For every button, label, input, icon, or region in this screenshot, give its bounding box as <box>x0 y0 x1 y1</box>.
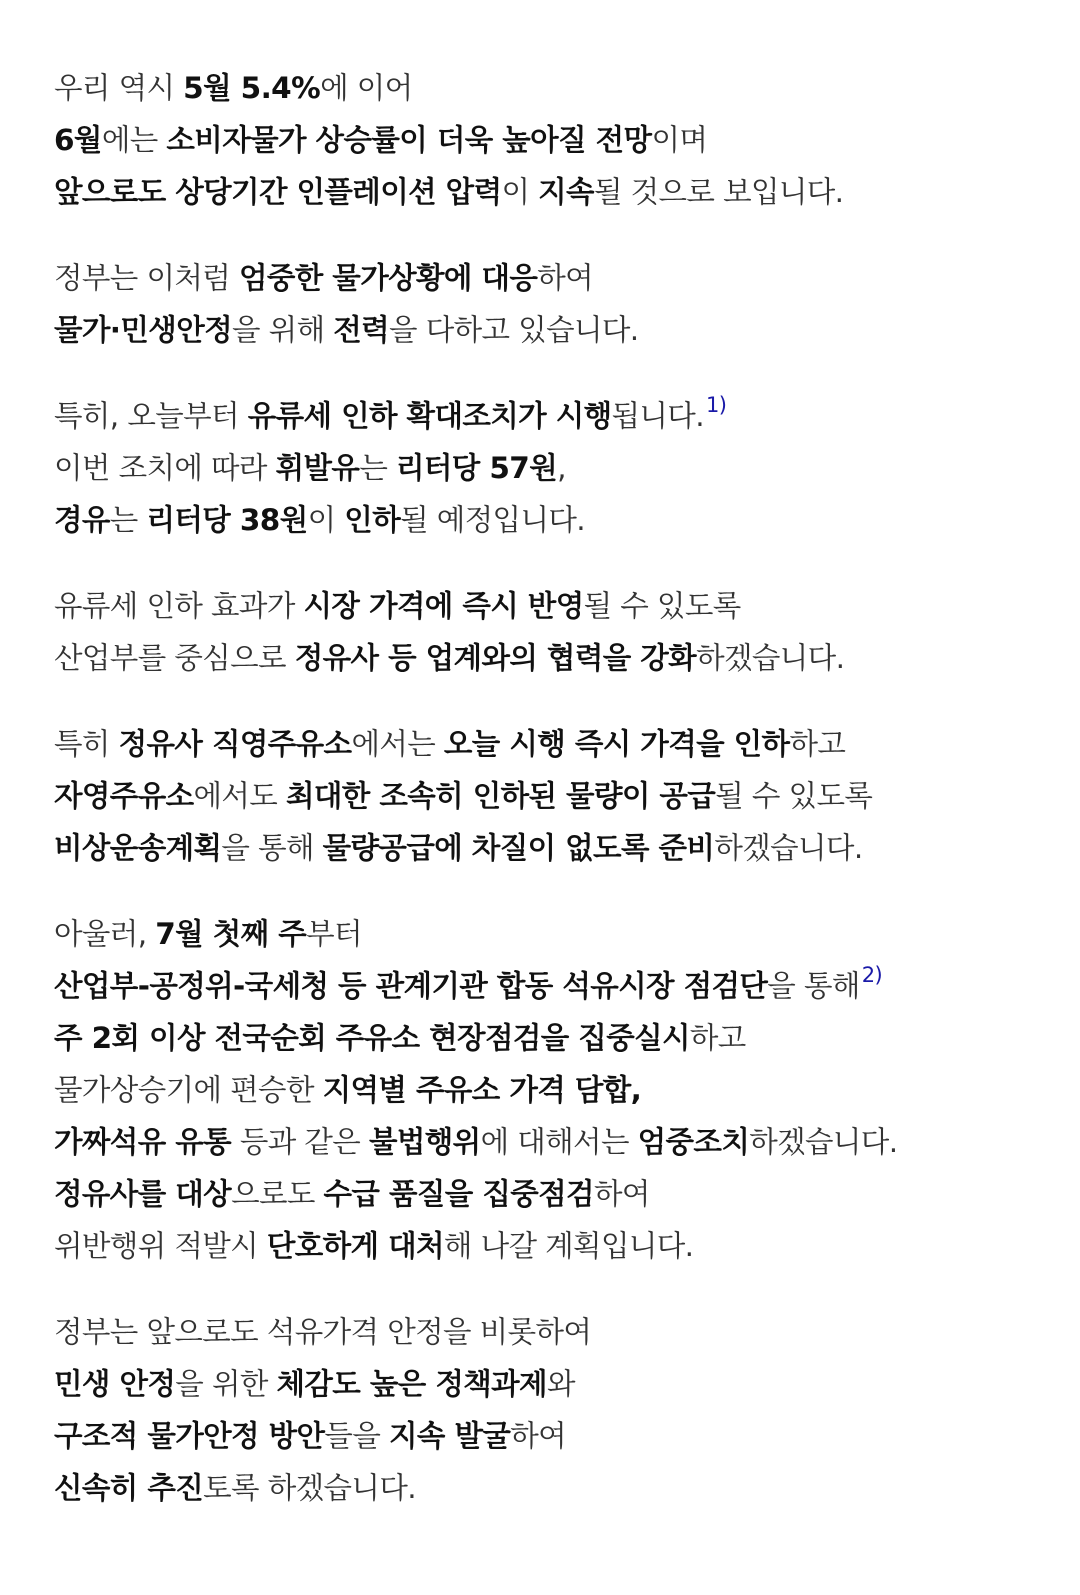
text-line <box>54 580 1054 632</box>
emphasized-text: 지역별 주유소 가격 담합, <box>322 1073 642 1107</box>
body-text: 을 위해 <box>232 313 334 347</box>
emphasized-text: 유류세 인하 확대조치가 시행 <box>247 399 612 433</box>
body-text: 하고 <box>789 727 846 761</box>
body-text: 산업부를 중심으로 <box>54 641 295 675</box>
text-line <box>54 1306 1054 1358</box>
text-line <box>54 1116 1054 1168</box>
emphasized-text: 지속 발굴 <box>389 1419 511 1453</box>
body-text: 될 예정입니다. <box>400 503 586 537</box>
body-text: 하겠습니다. <box>749 1125 898 1159</box>
text-line <box>54 304 1054 356</box>
paragraph <box>54 252 1054 356</box>
emphasized-text: 자영주유소 <box>54 779 194 813</box>
body-text: 특히, 오늘부터 <box>54 399 248 433</box>
body-text: 을 다하고 있습니다. <box>389 313 639 347</box>
text-line <box>54 822 1054 874</box>
emphasized-text: 물가·민생안정 <box>54 313 232 347</box>
body-text: 될 수 있도록 <box>715 779 873 813</box>
text-line <box>54 1462 1054 1514</box>
emphasized-text: 인하 <box>344 503 401 537</box>
footnote-marker: 1) <box>705 393 727 417</box>
emphasized-text: 정유사 직영주유소 <box>118 727 352 761</box>
emphasized-text: 엄중조치 <box>637 1125 750 1159</box>
body-text: 부터 <box>306 917 362 951</box>
emphasized-text: 6월 <box>54 123 102 157</box>
emphasized-text: 산업부-공정위-국세청 등 관계기관 합동 석유시장 점검단 <box>54 969 768 1003</box>
body-text: 될 수 있도록 <box>583 589 741 623</box>
body-text: 될 것으로 보입니다. <box>593 175 844 209</box>
emphasized-text: 5월 5.4% <box>183 71 321 105</box>
emphasized-text: 리터당 38원 <box>146 503 308 537</box>
body-text: 을 통해 <box>221 831 323 865</box>
body-text: 을 통해 <box>767 969 860 1003</box>
body-text: 이번 조치에 따라 <box>54 451 276 485</box>
emphasized-text: 불법행위 <box>368 1125 481 1159</box>
paragraph <box>54 908 1054 1272</box>
body-text: 해 나갈 계획입니다. <box>443 1229 694 1263</box>
body-text: 정부는 앞으로도 석유가격 안정을 비롯하여 <box>54 1315 592 1349</box>
body-text: 물가상승기에 편승한 <box>54 1073 323 1107</box>
text-line <box>54 1358 1054 1410</box>
emphasized-text: 소비자물가 상승률이 더욱 높아질 전망 <box>166 123 652 157</box>
emphasized-text: 엄중한 물가상황에 대응 <box>238 261 538 295</box>
emphasized-text: 오늘 시행 즉시 가격을 인하 <box>443 727 790 761</box>
text-line <box>54 632 1054 684</box>
text-line <box>54 960 1054 1012</box>
body-text: 하여 <box>510 1419 567 1453</box>
body-text: 아울러, <box>54 917 156 951</box>
body-text: 에서도 <box>193 779 286 813</box>
text-line <box>54 442 1054 494</box>
emphasized-text: 체감도 높은 정책과제 <box>276 1367 547 1401</box>
body-text: 정부는 이처럼 <box>54 261 239 295</box>
body-text: 에 대해서는 <box>480 1125 638 1159</box>
footnote-marker: 2) <box>861 963 883 987</box>
emphasized-text: 구조적 물가안정 방안 <box>54 1419 325 1453</box>
body-text: 하겠습니다. <box>696 641 845 675</box>
emphasized-text: 전력 <box>333 313 390 347</box>
emphasized-text: 가짜석유 유통 <box>54 1125 232 1159</box>
text-line <box>54 718 1054 770</box>
emphasized-text: 신속히 추진 <box>54 1471 204 1505</box>
emphasized-text: 리터당 57원 <box>396 451 558 485</box>
body-text: 우리 역시 <box>54 71 184 105</box>
body-text: 등과 같은 <box>231 1125 369 1159</box>
text-line <box>54 1064 1054 1116</box>
body-text: 유류세 인하 효과가 <box>54 589 304 623</box>
text-line <box>54 390 1054 442</box>
body-text: 하여 <box>537 261 594 295</box>
paragraph <box>54 1306 1054 1514</box>
text-line <box>54 770 1054 822</box>
body-text: 이며 <box>651 123 708 157</box>
emphasized-text: 주 2회 이상 전국순회 주유소 현장점검을 집중실시 <box>54 1021 690 1055</box>
emphasized-text: 7월 첫째 주 <box>155 917 307 951</box>
body-text: , <box>557 451 566 485</box>
text-line <box>54 1410 1054 1462</box>
emphasized-text: 물량공급에 차질이 없도록 준비 <box>322 831 715 865</box>
emphasized-text: 경유 <box>54 503 110 537</box>
emphasized-text: 지속 <box>538 175 594 209</box>
text-line <box>54 494 1054 546</box>
emphasized-text: 최대한 조속히 인하된 물량이 공급 <box>285 779 716 813</box>
text-line <box>54 1012 1054 1064</box>
body-text: 하겠습니다. <box>714 831 863 865</box>
body-text: 됩니다. <box>611 399 704 433</box>
paragraph <box>54 390 1054 546</box>
body-text: 들을 <box>324 1419 389 1453</box>
emphasized-text: 앞으로도 상당기간 인플레이션 압력 <box>54 175 502 209</box>
body-text: 토록 하겠습니다. <box>203 1471 416 1505</box>
body-text: 에 이어 <box>320 71 413 105</box>
body-text: 위반행위 적발시 <box>54 1229 267 1263</box>
emphasized-text: 시장 가격에 즉시 반영 <box>303 589 584 623</box>
body-text: 와 <box>546 1367 575 1401</box>
body-text: 으로도 <box>231 1177 324 1211</box>
emphasized-text: 휘발유 <box>275 451 360 485</box>
body-text: 이 <box>501 175 539 209</box>
body-text: 는 <box>109 503 147 537</box>
body-text: 는 <box>359 451 397 485</box>
emphasized-text: 수급 품질을 집중점검 <box>323 1177 594 1211</box>
body-text: 특히 <box>54 727 119 761</box>
text-line <box>54 252 1054 304</box>
text-line <box>54 1168 1054 1220</box>
emphasized-text: 비상운송계획 <box>54 831 222 865</box>
text-line <box>54 114 1054 166</box>
body-text: 에서는 <box>351 727 444 761</box>
emphasized-text: 단호하게 대처 <box>266 1229 444 1263</box>
text-line <box>54 908 1054 960</box>
paragraph <box>54 718 1054 874</box>
paragraph <box>54 580 1054 684</box>
body-text: 에는 <box>101 123 167 157</box>
paragraph <box>54 62 1054 218</box>
emphasized-text: 민생 안정 <box>54 1367 176 1401</box>
emphasized-text: 정유사를 대상 <box>54 1177 232 1211</box>
text-line <box>54 1220 1054 1272</box>
body-text: 하여 <box>593 1177 650 1211</box>
body-text: 이 <box>307 503 345 537</box>
text-line <box>54 62 1054 114</box>
text-line <box>54 166 1054 218</box>
body-text: 하고 <box>689 1021 746 1055</box>
body-text: 을 위한 <box>175 1367 277 1401</box>
document-body <box>54 62 1054 1548</box>
emphasized-text: 정유사 등 업계와의 협력을 강화 <box>294 641 697 675</box>
